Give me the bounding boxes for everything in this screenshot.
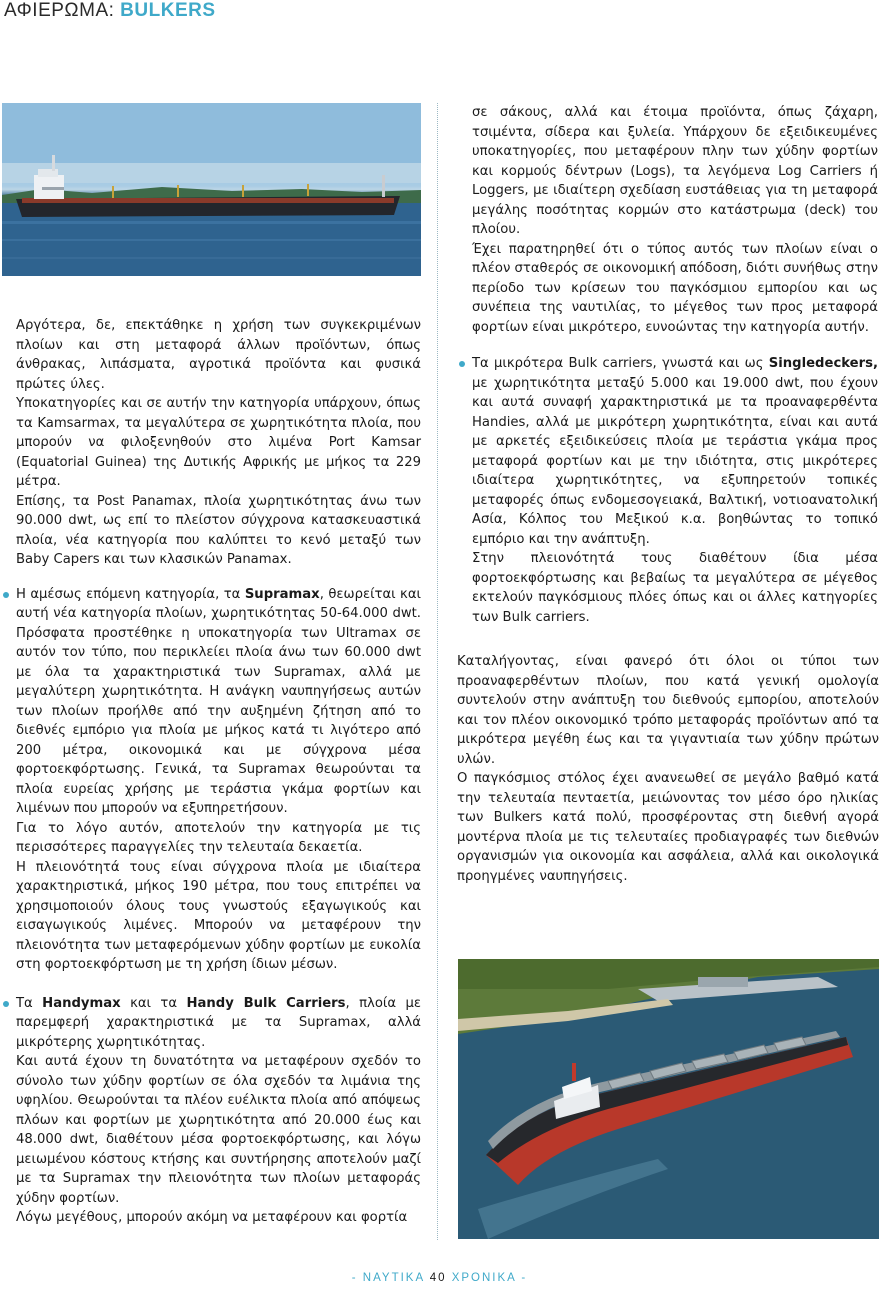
supramax-extra-1: Για το λόγο αυτόν, αποτελούν την κατηγορία με τις περισσότερες παραγγελίες την τελευταία δεκαετία. <box>16 820 421 855</box>
handymax-bold: Handymax <box>42 995 121 1011</box>
handymax-mid: και τα <box>120 995 187 1011</box>
page-footer <box>0 1272 879 1284</box>
right-cont-1: σε σάκους, αλλά και έτοιμα προϊόντα, όπως ζάχαρη, τσιμέντα, σίδερα και ξυλεία. Υπάρχουν δε εξειδικευμένες υποκατηγορίες, που μεταφέρουν πλην των χύδην φορτίων και κορμούς δέντρων (Logs), τα λεγόμενα Log Carriers ή Loggers, με ιδιαίτερη σχεδίαση ευστάθειας για τη μεταφορά μεγάλης ποσότητας κορμών στο κατάστρωμα (deck) του πλοίου. <box>472 105 878 237</box>
right-column <box>457 103 878 627</box>
bullet-singledeckers <box>472 354 878 627</box>
single-bold: Singledeckers, <box>768 356 878 371</box>
left-intro-3: Επίσης, τα Post Panamax, πλοία χωρητικότητας άνω των 90.000 dwt, ως επί το πλείστον σύγχρονα κατασκευαστικά πλοία, νέα κατηγορία που καλύπτει το κενό μεταξύ των Baby Capers και των κλασικών Panamax. <box>16 493 421 567</box>
handymax-extra-1: Και αυτά έχουν τη δυνατότητα να μεταφέρουν σχεδόν το σύνολο των χύδην φορτίων σε όλα σχεδόν τα λιμάνια της υφηλίου. Θεωρούνται τα πλέον ευέλικτα πλοία από απόψεως πλόων και φορτίων με χωρητικότητα από 20.000 έως και 48.000 dwt, διαθέτουν μέσα φορτοεκφόρτωσης, και λόγω μειωμένου κόστους κτήσης και συντήρησης αποτελούν μαζί με τα Supramax την πλειονότητα των πλοίων μεταφοράς χύδην φορτίων. <box>16 1054 421 1206</box>
supramax-paragraph <box>16 585 421 819</box>
supramax-extra-2: Η πλειονότητά τους είναι σύγχρονα πλοία με ιδιαίτερα χαρακτηριστικά, μήκος 190 μέτρα, που τους επιτρέπει να χρησιμοποιούν όλους τους γνωστούς εξαγωγικούς και εισαγωγικούς λιμένες. Μπορούν να μεταφέρουν την πλειονότητα των μεταφερόμενων χύδην φορτίων με ευκολία στη φορτοεκφόρτωση με τη χρήση ίδιων μέσων. <box>16 859 421 972</box>
bullet-dot-icon <box>3 1001 9 1007</box>
bullet-dot-icon <box>459 361 465 367</box>
handymax-extra-2: Λόγω μεγέθους, μπορούν ακόμη να μεταφέρουν και φορτία <box>16 1210 408 1225</box>
handymax-paragraph <box>16 994 421 1053</box>
conclusion-block <box>457 652 879 886</box>
header-lead: ΑΦΙΕΡΩΜΑ: <box>4 0 121 21</box>
supramax-pre: Η αμέσως επόμενη κατηγορία, τα <box>16 586 245 602</box>
supramax-post: , θεωρείται και αυτή νέα κατηγορία πλοίων, χωρητικότητας 50-64.000 dwt. Πρόσφατα προστέθηκε η υποκατηγορία των Ultramax σε αυτόν τον τύπο, που περικλείει πλοία άνω των 60.000 dwt με όλα τα χαρακτηριστικά των Supramax, αλλά με μεγαλύτερη χωρητικότητα. Η ανάγκη ναυπηγήσεως αυτών των πλοίων προήλθε από την αυξημένη ζήτηση από το διεθνές εμπόριο για πλοία με μήκος κατά τι λιγότερο από 200 μέτρα, οικονομικά και με σύγχρονα μέσα φορτοεκφόρτωσης. Γενικά, τα Supramax θεωρούνται τα πλοία ευρείας χρήσης με τεράστια γκάμα φορτίων και λιμένων που μπορούν να εξυπηρετήσουν. <box>16 586 421 816</box>
handy-bulk-bold: Handy Bulk Carriers <box>186 995 346 1011</box>
left-intro-1: Αργότερα, δε, επεκτάθηκε η χρήση των συγκεκριμένων πλοίων και στη μεταφορά άλλων προϊόντων, όπως άνθρακας, λιπάσματα, αγροτικά προϊόντα και φυσικά πρώτες ύλες. <box>16 318 421 392</box>
conclusion-1: Καταλήγοντας, είναι φανερό ότι όλοι οι τύποι των προαναφερθέντων πλοίων, που κατά γενική ομολογία συντελούν στην ανάπτυξη του διεθνούς εμπορίου, αποτελούν και τον πλέον οικονομικό τρόπο μεταφοράς προϊόντων από τα μικρότερα μεγέθη έως και τα γιγαντιαία των χύδην πρώτων υλών. <box>457 654 879 767</box>
left-intro-2: Υποκατηγορίες και σε αυτήν την κατηγορία υπάρχουν, όπως τα Kamsarmax, τα μεγαλύτερα σε χωρητικότητα πλοία, που μπορούν να φιλοξενηθούν στο λιμένα Port Kamsar (Equatorial Guinea) της Δυτικής Αφρικής με μήκος τα 229 μέτρα. <box>16 396 421 489</box>
singledeckers-paragraph <box>472 354 878 549</box>
ship-photo-2 <box>458 959 879 1239</box>
section-header <box>4 0 216 24</box>
handymax-post: , πλοία με παρεμφερή χαρακτηριστικά με τα Supramax, αλλά μικρότερης χωρητικότητας. <box>16 995 422 1050</box>
footer-right: ΧΡΟΝΙΚΑ - <box>446 1272 528 1284</box>
header-topic: BULKERS <box>120 0 216 21</box>
page-number: 40 <box>429 1272 447 1284</box>
bullet-dot-icon <box>3 592 9 598</box>
right-cont-2: Έχει παρατηρηθεί ότι ο τύπος αυτός των πλοίων είναι ο πλέον σταθερός σε οικονομική απόδοση, διότι συνήθως στην περίοδο των κρίσεων του παγκόσμιου εμπορίου και ως συνέπεια της ναυτιλίας, το μέγεθος των προς μεταφορά φορτίων είναι μικρότερο, ευνοώντας την κατηγορία αυτήν. <box>472 241 878 335</box>
left-column <box>16 316 421 1228</box>
column-divider <box>437 103 438 1240</box>
conclusion-2: Ο παγκόσμιος στόλος έχει ανανεωθεί σε μεγάλο βαθμό κατά την τελευταία πενταετία, μειώνοντας τον μέσο όρο ηλικίας των Bulkers κατά πολύ, προσφέροντας στη διεθνή αγορά μοντέρνα πλοία με τις τελευταίες προδιαγραφές των διεθνών οργανισμών για οικονομία και ασφάλεια, αλλά και οικολογικά προηγμένες ναυπηγήσεις. <box>457 771 879 884</box>
single-pre: Τα μικρότερα Bulk carriers, γνωστά και ως <box>472 356 769 371</box>
supramax-bold: Supramax <box>244 586 320 602</box>
bullet-supramax <box>16 585 421 975</box>
footer-left: - ΝΑΥΤΙΚΑ <box>351 1272 430 1284</box>
handymax-pre: Τα <box>16 995 43 1011</box>
ship-photo-1 <box>2 103 421 276</box>
single-post: με χωρητικότητα μεταξύ 5.000 και 19.000 dwt, που έχουν και αυτά συναφή χαρακτηριστικά με τα προαναφερθέντα Handies, αλλά με μικρότερη χωρητικότητα, είναι και αυτά με αρκετές εξειδικεύσεις πλοία με τεράστια γκάμα προς μεταφορά φορτίων και με την ιδιότητα, στις μικρότερες ιδιαίτερα χωρητικότητες, να εξυπηρετούν τοπικές μεταφορές όπως ενδομεσογειακά, Βαλτική, νοτιοανατολική Ασία, Κόλπος του Μεξικού κ.α. βοηθώντας το τοπικό εμπόριο και την ανάπτυξη. <box>472 375 878 547</box>
bullet-handymax <box>16 994 421 1228</box>
singledeckers-extra: Στην πλειονότητά τους διαθέτουν ίδια μέσα φορτοεκφόρτωσης και βεβαίως τα μεγαλύτερα σε μέγεθος εκτελούν παγκόσμιους πλόες όπως και οι άλλες κατηγορίες των Bulk carriers. <box>472 551 878 625</box>
